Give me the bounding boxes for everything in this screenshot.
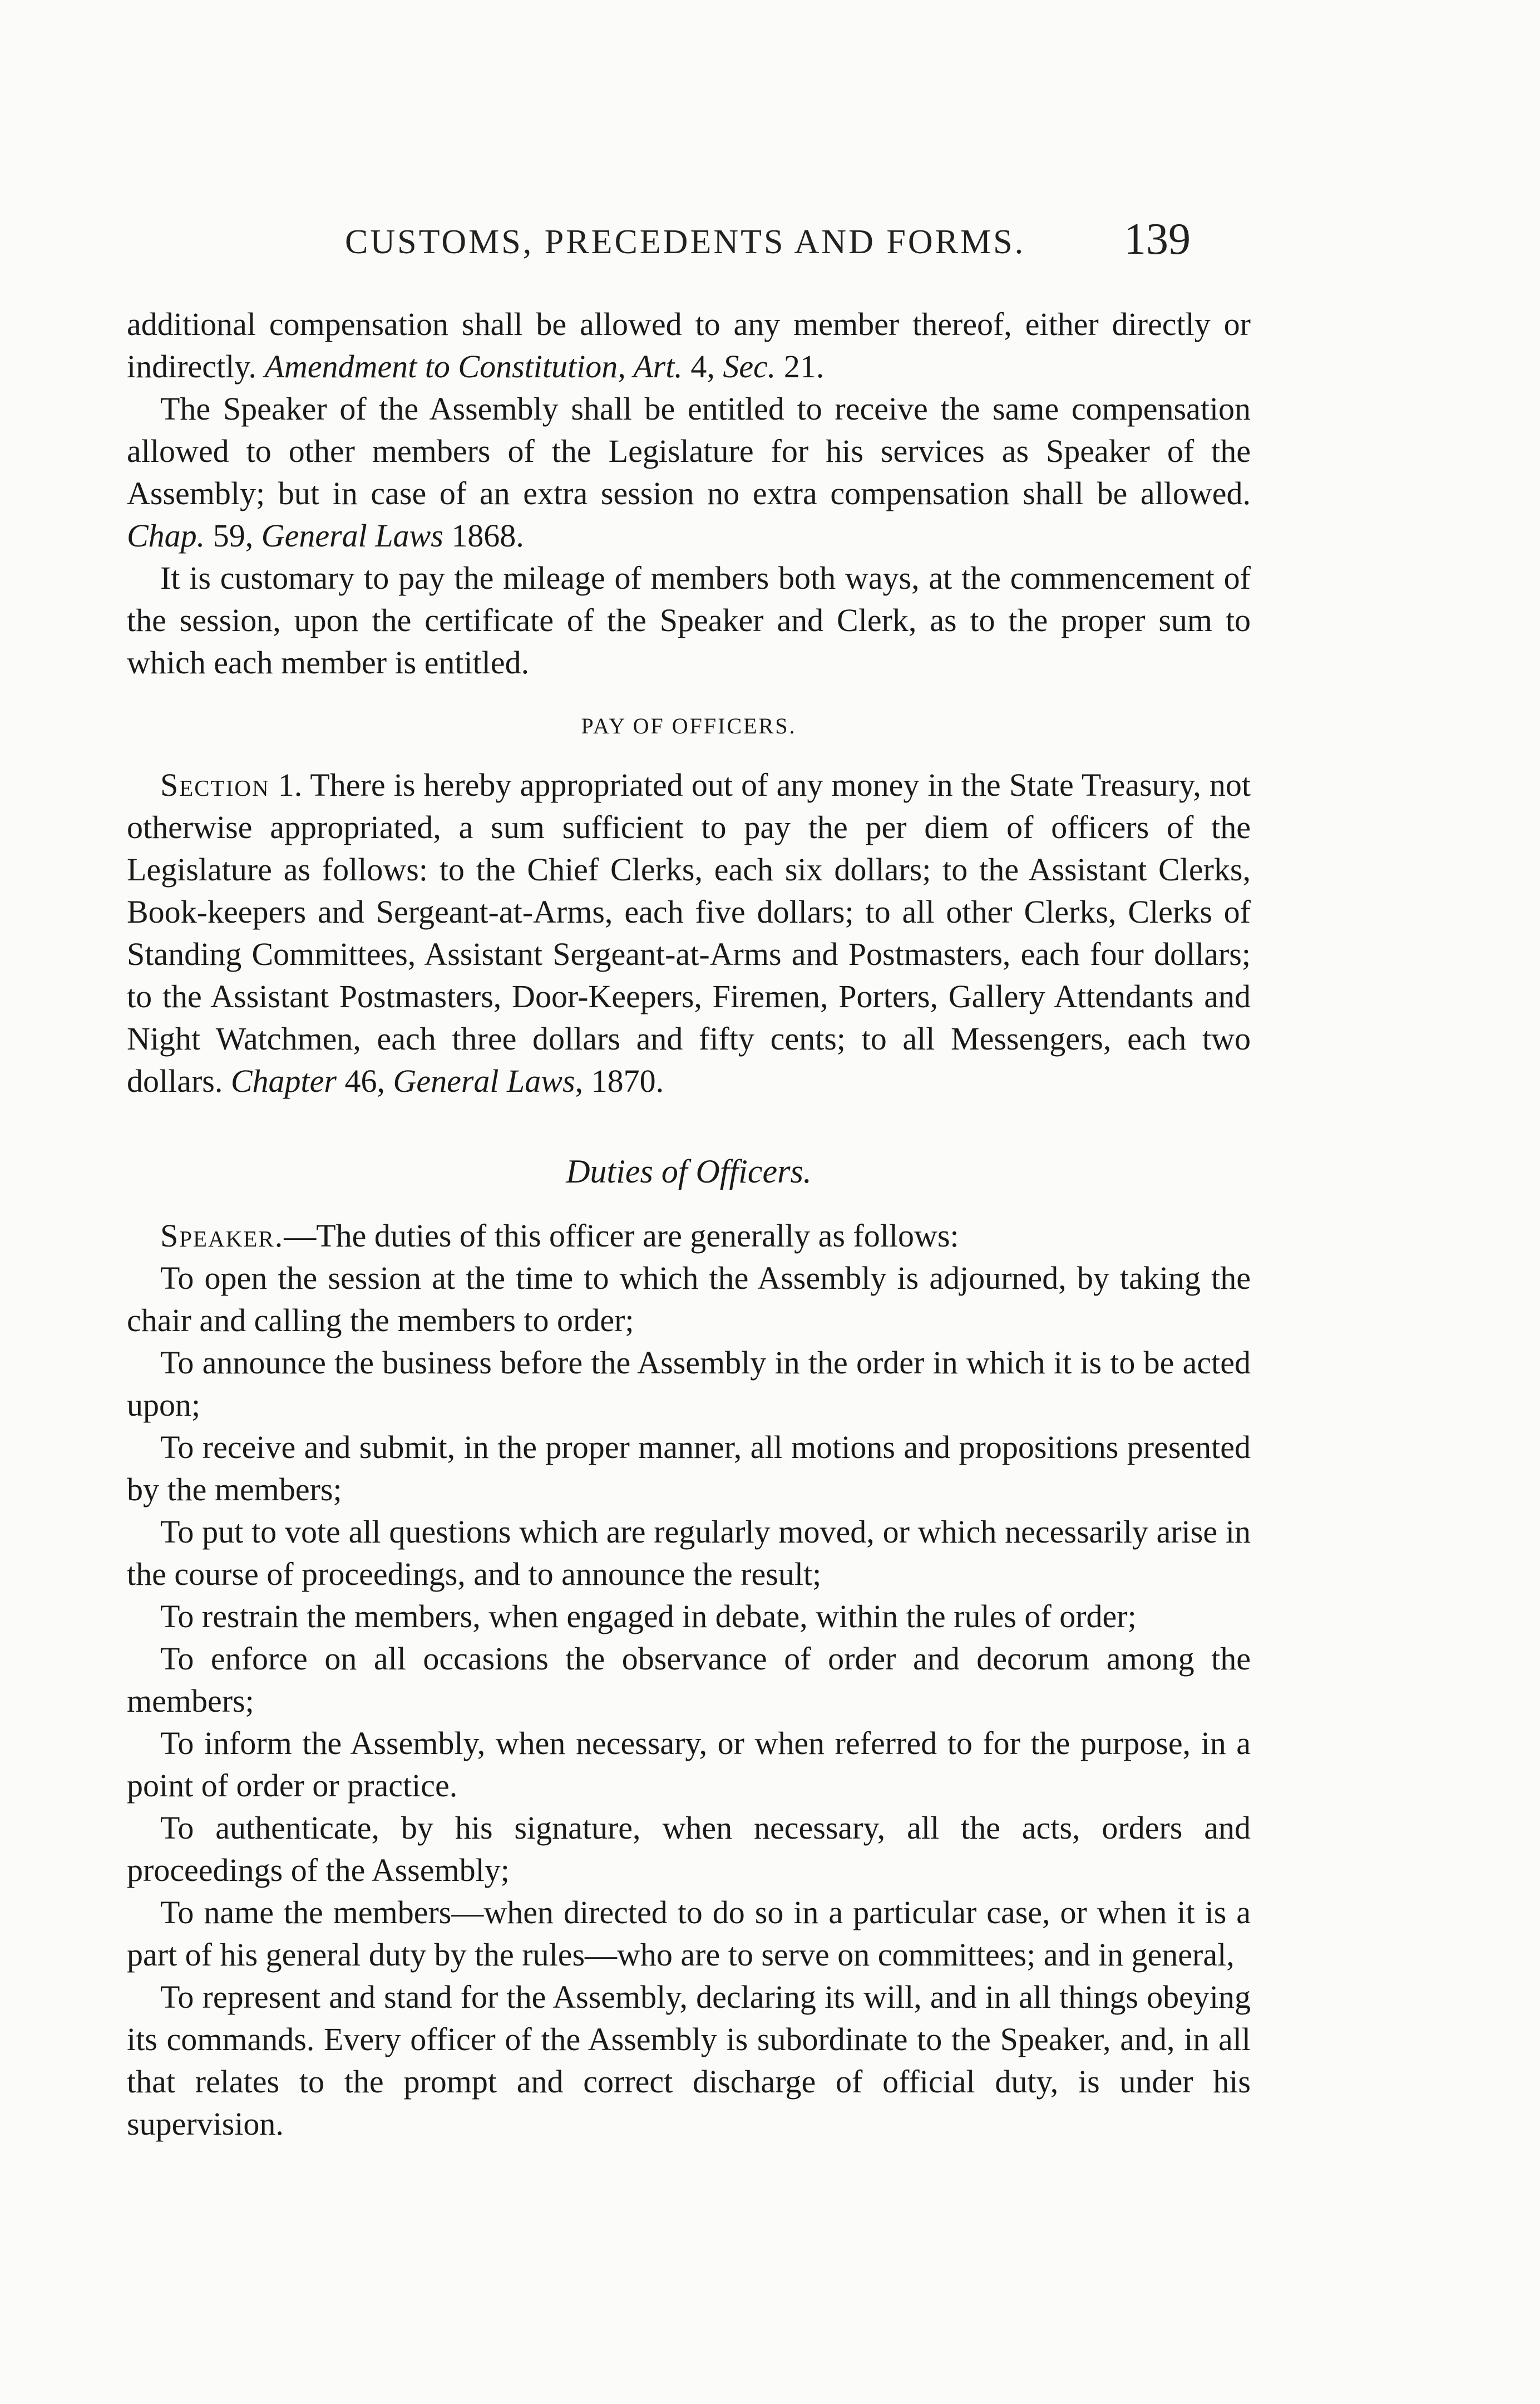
text-run: 1868. (443, 518, 524, 554)
duty-item: To inform the Assembly, when necessary, or when referred to for the purpose, in a point of order or practice. (127, 1725, 1251, 1804)
duty-item: To represent and stand for the Assembly, declaring its will, and in all things obeying its commands. Every officer of the Assembly is subordinate to the Speaker, and, in all that relates to the prompt and correct discharge of official duty, is under his supervision. (127, 1979, 1251, 2142)
paragraph-speaker-intro (127, 1215, 1251, 1257)
paragraph-mileage: It is customary to pay the mileage of members both ways, at the commencement of the session, upon the certificate of the Speaker and Clerk, as to the proper sum to which each member is entitled. (127, 560, 1251, 681)
paragraph-speaker-pay (127, 388, 1251, 557)
duty-item: To authenticate, by his signature, when necessary, all the acts, orders and proceedings of the Assembly; (127, 1810, 1251, 1888)
citation: Amendment to Constitution, Art. (264, 348, 683, 385)
text-run: , 1870. (575, 1063, 664, 1099)
citation: Chap. (127, 518, 205, 554)
citation: General Laws (393, 1063, 575, 1099)
text-run: 21. (776, 348, 825, 385)
duty-item: To receive and submit, in the proper manner, all motions and propositions presented by the members; (127, 1429, 1251, 1508)
text-run: —The duties of this officer are generally as follows: (284, 1218, 959, 1254)
duty-item: To open the session at the time to which the Assembly is adjourned, by taking the chair and calling the members to order; (127, 1260, 1251, 1338)
duty-item: To enforce on all occasions the observance of order and decorum among the members; (127, 1641, 1251, 1719)
duty-item: To name the members—when directed to do so in a particular case, or when it is a part of his general duty by the rules—who are to serve on committees; and in general, (127, 1894, 1251, 1973)
citation: Chapter (230, 1063, 337, 1099)
running-header: CUSTOMS, PRECEDENTS AND FORMS. (345, 223, 1026, 261)
citation: General Laws (261, 518, 443, 554)
text-run: The Speaker of the Assembly shall be entitled to receive the same compensation allowed to other members of the Legislature for his services as Speaker of the Assembly; but in case of an extra session no extra compensation shall be allowed. (127, 391, 1251, 511)
duty-item: To restrain the members, when engaged in debate, within the rules of order; (160, 1598, 1137, 1634)
citation: Sec. (723, 348, 776, 385)
page-body (127, 303, 1251, 2145)
section-label: Section (160, 767, 270, 803)
section-heading-pay: PAY OF OFFICERS. (581, 713, 797, 738)
paragraph-compensation (127, 303, 1251, 388)
text-run: 4, (682, 348, 723, 385)
text-run: additional compensation shall be allowed to any member thereof, either directly or indirectly. (127, 306, 1251, 385)
speaker-label: Speaker. (160, 1218, 284, 1254)
section-heading-duties: Duties of Officers. (566, 1153, 812, 1190)
duty-item: To announce the business before the Assembly in the order in which it is to be acted upon; (127, 1344, 1251, 1423)
duty-item: To put to vote all questions which are regularly moved, or which necessarily arise in the course of proceedings, and to announce the result; (127, 1514, 1251, 1592)
text-run: 1. There is hereby appropriated out of any money in the State Treasury, not otherwise appropriated, a sum sufficient to pay the per diem of officers of the Legislature as follows: to the Chief Clerks, each six dollars; to the Assistant Clerks, Book-keepers and Sergeant-at-Arms, each five dollars; to all other Clerks, Clerks of Standing Committees, Assistant Sergeant-at-Arms and Postmasters, each four dollars; to the Assistant Postmasters, Door-Keepers, Firemen, Porters, Gallery Attendants and Night Watchmen, each three dollars and fifty cents; to all Messengers, each two dollars. (127, 767, 1251, 1099)
text-run: 59, (205, 518, 261, 554)
page-number: 139 (1124, 215, 1191, 264)
text-run: 46, (336, 1063, 393, 1099)
paragraph-section-1 (127, 764, 1251, 1102)
